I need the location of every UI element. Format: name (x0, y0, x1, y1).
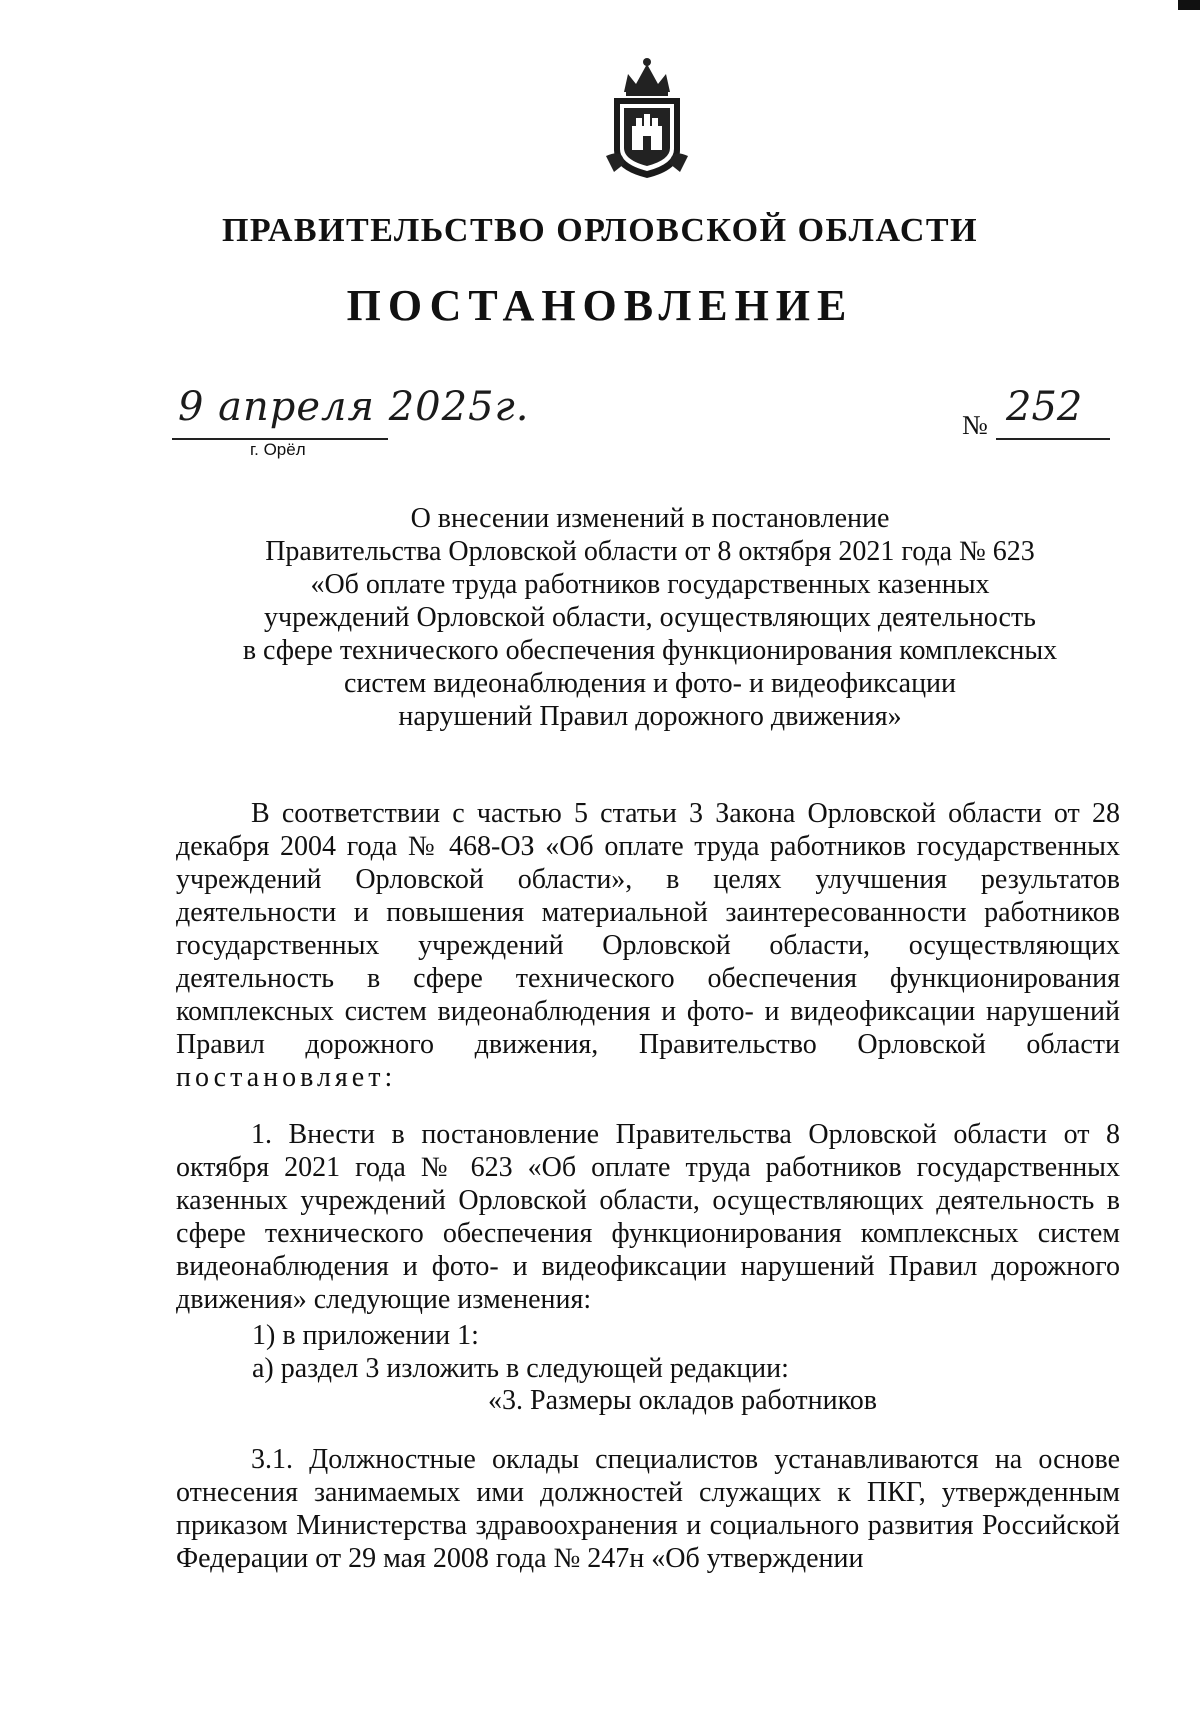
document-subject (0, 502, 1200, 733)
subject-line: нарушений Правил дорожного движения» (398, 701, 902, 732)
section-title: «3. Размеры окладов работников (488, 1385, 878, 1416)
subject-line: учреждений Орловской области, осуществляющих деятельность (264, 602, 1036, 633)
resolves-verb: постановляет: (176, 1062, 397, 1093)
number-underline (996, 438, 1110, 440)
handwritten-number: 252 (1006, 384, 1083, 430)
handwritten-date: 9 апреля 2025г. (178, 384, 530, 430)
document-type-title: ПОСТАНОВЛЕНИЕ (346, 281, 854, 330)
organization-title: ПРАВИТЕЛЬСТВО ОРЛОВСКОЙ ОБЛАСТИ (221, 212, 979, 249)
preamble-text: В соответствии с частью 5 статьи 3 Закона Орловской области от 28 декабря 2004 года № 468-ОЗ «Об оплате труда работников государственных учреждений Орловской области», в целях улучшения результатов деятельности и повышения материальной заинтересованности работников государственных учреждений Орловской области, осуществляющих деятельность в сфере технического обеспечения функционирования комплексных систем видеонаблюдения и фото- и видеофиксации нарушений Правил дорожного движения, Правительство Орловской области (176, 798, 1120, 1060)
preamble-paragraph (176, 797, 1120, 1094)
subject-line: О внесении изменений в постановление (410, 503, 890, 534)
subject-line: «Об оплате труда работников государственных казенных (310, 569, 990, 600)
subject-line: Правительства Орловской области от 8 октября 2021 года № 623 (265, 536, 1035, 567)
coat-of-arms-emblem (604, 52, 690, 182)
subclause-item-1: 1) в приложении 1: (252, 1320, 479, 1351)
city-label: г. Орёл (250, 440, 306, 459)
clause-1-paragraph: 1. Внести в постановление Правительства Орловской области от 8 октября 2021 года № 623 «Об оплате труда работников государственных казенных учреждений Орловской области, осуществляющих деятельность в сфере технического обеспечения функционирования комплексных систем видеонаблюдения и фото- и видеофиксации нарушений Правил дорожного движения» следующие изменения: (176, 1119, 1120, 1315)
subject-line: в сфере технического обеспечения функционирования комплексных (242, 635, 1058, 666)
subclause-item-a: а) раздел 3 изложить в следующей редакции: (252, 1353, 789, 1384)
subject-line: систем видеонаблюдения и фото- и видеофиксации (343, 668, 957, 699)
scan-corner-mark (1178, 0, 1200, 10)
number-label: № (962, 410, 988, 440)
section-paragraph-3-1: 3.1. Должностные оклады специалистов устанавливаются на основе отнесения занимаемых ими должностей служащих к ПКГ, утвержденным приказом Министерства здравоохранения и социального развития Российской Федерации от 29 мая 2008 года № 247н «Об утверждении (176, 1444, 1120, 1574)
